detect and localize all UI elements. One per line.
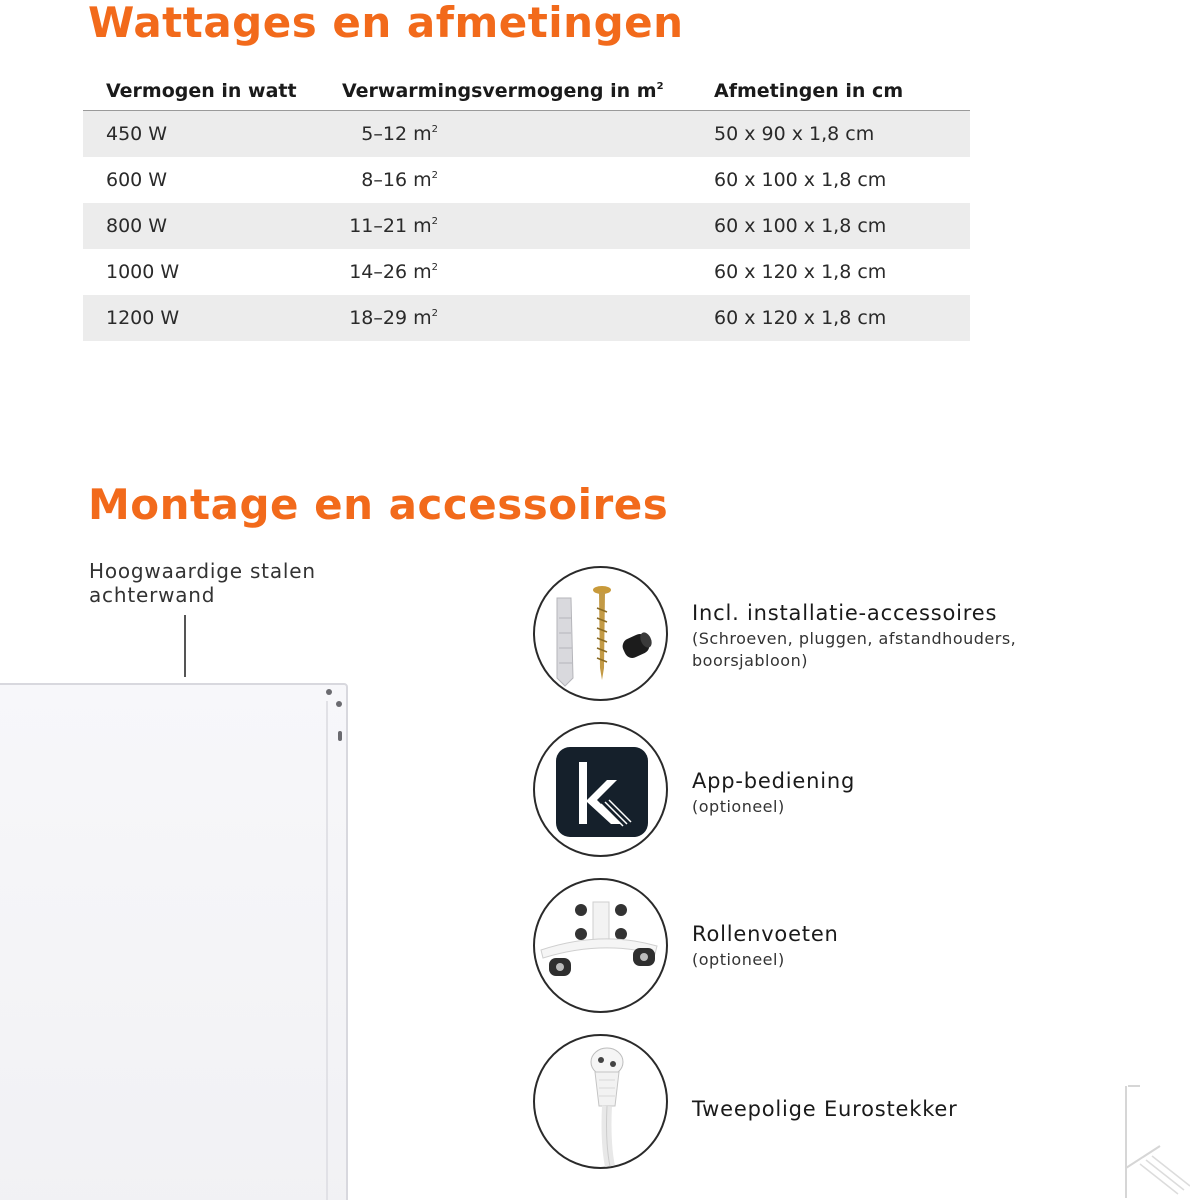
table-header xyxy=(83,72,970,111)
cell-coverage: 14–26 $m^2$ xyxy=(349,261,438,283)
table-row xyxy=(83,295,970,341)
cell-size: 60 x 120 x 1,8 cm xyxy=(714,261,887,283)
cell-coverage: 5–12 $m^2$ xyxy=(361,123,438,145)
screw-dot xyxy=(338,731,342,741)
cell-size: 50 x 90 x 1,8 cm xyxy=(714,123,875,145)
caster-wheels-icon xyxy=(533,878,668,1013)
cell-power: 800 W xyxy=(106,215,168,237)
cell-size: 60 x 100 x 1,8 cm xyxy=(714,215,887,237)
steel-back-label: Hoogwaardige stalen achterwand xyxy=(89,559,316,607)
leader-line xyxy=(184,615,186,677)
section-title-wattages: Wattages en afmetingen xyxy=(88,0,684,47)
screws-plugs-icon xyxy=(533,566,668,701)
table-row xyxy=(83,111,970,157)
cell-power: 1000 W xyxy=(106,261,180,283)
accessory-title: App-bediening xyxy=(692,769,856,793)
cell-size: 60 x 100 x 1,8 cm xyxy=(714,169,887,191)
app-logo-icon xyxy=(533,722,668,857)
cell-power: 1200 W xyxy=(106,307,180,329)
cell-coverage: 8–16 $m^2$ xyxy=(361,169,438,191)
accessory-subtitle: (Schroeven, pluggen, afstandhouders, boorsjabloon) xyxy=(692,629,1017,670)
table-row xyxy=(83,157,970,203)
header-size: Afmetingen in cm xyxy=(714,80,904,102)
accessory-subtitle: (optioneel) xyxy=(692,797,785,816)
accessory-subtitle: (optioneel) xyxy=(692,950,785,969)
screw-dot xyxy=(336,701,342,707)
accessory-title: Tweepolige Eurostekker xyxy=(692,1097,958,1121)
cell-power: 450 W xyxy=(106,123,168,145)
cell-coverage: 18–29 $m^2$ xyxy=(349,307,438,329)
header-power: Vermogen in watt xyxy=(106,80,297,102)
cell-power: 600 W xyxy=(106,169,168,191)
cell-size: 60 x 120 x 1,8 cm xyxy=(714,307,887,329)
table-row xyxy=(83,249,970,295)
heater-panel-image xyxy=(0,683,348,1200)
table-row xyxy=(83,203,970,249)
accessory-title: Rollenvoeten xyxy=(692,922,839,946)
brand-watermark-icon xyxy=(1120,1084,1190,1200)
euro-plug-icon xyxy=(533,1034,668,1169)
header-coverage: Verwarmingsvermogeng in $m^2$ xyxy=(342,80,664,102)
screw-dot xyxy=(326,689,332,695)
section-title-montage: Montage en accessoires xyxy=(88,480,669,529)
accessory-title: Incl. installatie-accessoires xyxy=(692,601,998,625)
spec-table xyxy=(83,72,970,341)
cell-coverage: 11–21 $m^2$ xyxy=(349,215,438,237)
